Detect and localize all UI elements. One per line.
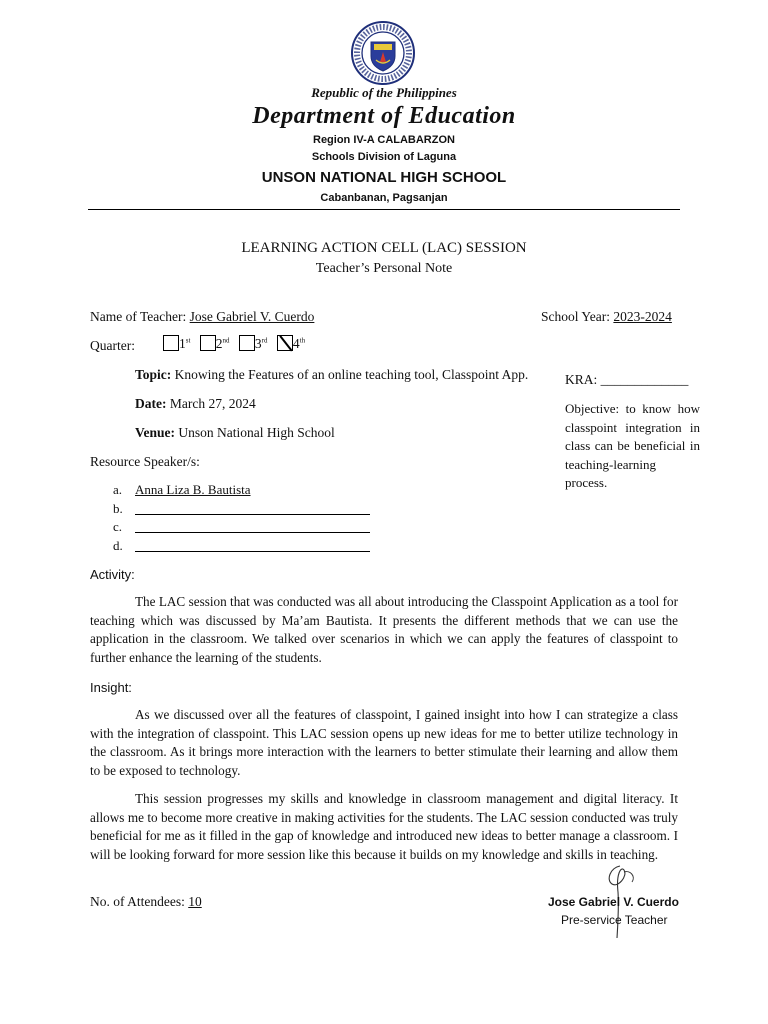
attendees-value: 10 — [188, 894, 202, 909]
topic-label: Topic: — [135, 367, 172, 382]
list-item: b. — [113, 500, 370, 519]
signatory-role: Pre-service Teacher — [561, 913, 668, 927]
list-item: c. — [113, 518, 370, 537]
teacher-value: Jose Gabriel V. Cuerdo — [189, 309, 315, 324]
header-divider — [88, 209, 680, 210]
venue-label: Venue: — [135, 425, 176, 440]
kra-field — [565, 372, 688, 388]
school-year-field — [541, 309, 672, 325]
kra-label: KRA: — [565, 372, 598, 387]
topic-field — [135, 367, 528, 383]
quarter-option-3rd[interactable]: 3rd — [239, 336, 268, 351]
venue-field — [135, 425, 335, 441]
division-line: Schools Division of Laguna — [311, 151, 457, 163]
signatory-name: Jose Gabriel V. Cuerdo — [548, 895, 679, 909]
school-name: UNSON NATIONAL HIGH SCHOOL — [261, 169, 507, 186]
date-value: March 27, 2024 — [169, 396, 256, 411]
session-subtitle: Teacher’s Personal Note — [315, 261, 453, 276]
date-label: Date: — [135, 396, 167, 411]
insight-paragraph: This session progresses my skills and knowledge in classroom management and digital literacy. It allows me to become more creative in making activities for the students. The LAC session conducted was truly beneficial for me as it filled in the gap of knowledge and introduced new ideas to better manage a classroom. I will be looking forward for more session like this because it builds on my knowledge and skills in teaching. — [90, 790, 678, 862]
republic-line: Republic of the Philippines — [311, 85, 457, 100]
insight-label: Insight: — [90, 680, 132, 695]
speakers-label: Resource Speaker/s: — [90, 454, 200, 469]
speaker-blank — [135, 502, 370, 515]
objective-text: Objective: to know how classpoint integration in class can be beneficial in teaching-learning process. — [565, 401, 700, 490]
activity-text: The LAC session that was conducted was all about introducing the Classpoint Application as a tool for teaching which was discussed by Ma’am Bautista. It presents the different methods that we can use the application in the classroom. We talked over scenarios in which we can apply the features of classpoint to further enhance the learning of the students. — [90, 594, 678, 665]
checkbox-icon — [239, 335, 255, 351]
school-address: Cabanbanan, Pagsanjan — [320, 192, 448, 204]
activity-section — [90, 593, 678, 677]
department-name: Department of Education — [252, 103, 516, 129]
insight-section — [90, 706, 678, 874]
insight-paragraph: As we discussed over all the features of classpoint, I gained insight into how I can strategize a class with the integration of classpoint. This LAC session opens up new ideas for me to better utilize technology in the classroom. As it brings more interaction with the learners to better stimulate their learning and allow them to be exposed to technology. — [90, 707, 678, 778]
session-title: LEARNING ACTION CELL (LAC) SESSION — [241, 240, 527, 256]
speaker-name: Anna Liza B. Bautista — [135, 482, 251, 497]
kra-value: _____________ — [600, 372, 689, 387]
deped-seal-logo — [346, 20, 420, 86]
quarter-option-4th[interactable]: 4th — [277, 336, 305, 351]
teacher-field — [90, 309, 314, 325]
speakers-list — [113, 481, 370, 555]
topic-value: Knowing the Features of an online teaching tool, Classpoint App. — [174, 367, 529, 382]
list-item: d. — [113, 537, 370, 556]
checkbox-icon — [163, 335, 179, 351]
venue-value: Unson National High School — [178, 425, 335, 440]
checked-checkbox-icon — [277, 335, 293, 351]
teacher-label: Name of Teacher: — [90, 309, 187, 324]
region-line: Region IV-A CALABARZON — [313, 134, 455, 146]
attendees-label: No. of Attendees: — [90, 894, 185, 909]
activity-label: Activity: — [90, 567, 135, 582]
school-year-label: School Year: — [541, 309, 611, 324]
speaker-blank — [135, 520, 370, 533]
list-item: a. Anna Liza B. Bautista — [113, 482, 251, 497]
speaker-blank — [135, 539, 370, 552]
quarter-option-2nd[interactable]: 2nd — [200, 336, 230, 351]
date-field — [135, 396, 256, 412]
quarter-option-1st[interactable]: 1st — [163, 336, 190, 351]
quarter-label: Quarter: — [90, 338, 135, 353]
school-year-value: 2023-2024 — [613, 309, 672, 324]
quarter-options — [163, 335, 305, 352]
attendees-field — [90, 894, 202, 910]
checkbox-icon — [200, 335, 216, 351]
